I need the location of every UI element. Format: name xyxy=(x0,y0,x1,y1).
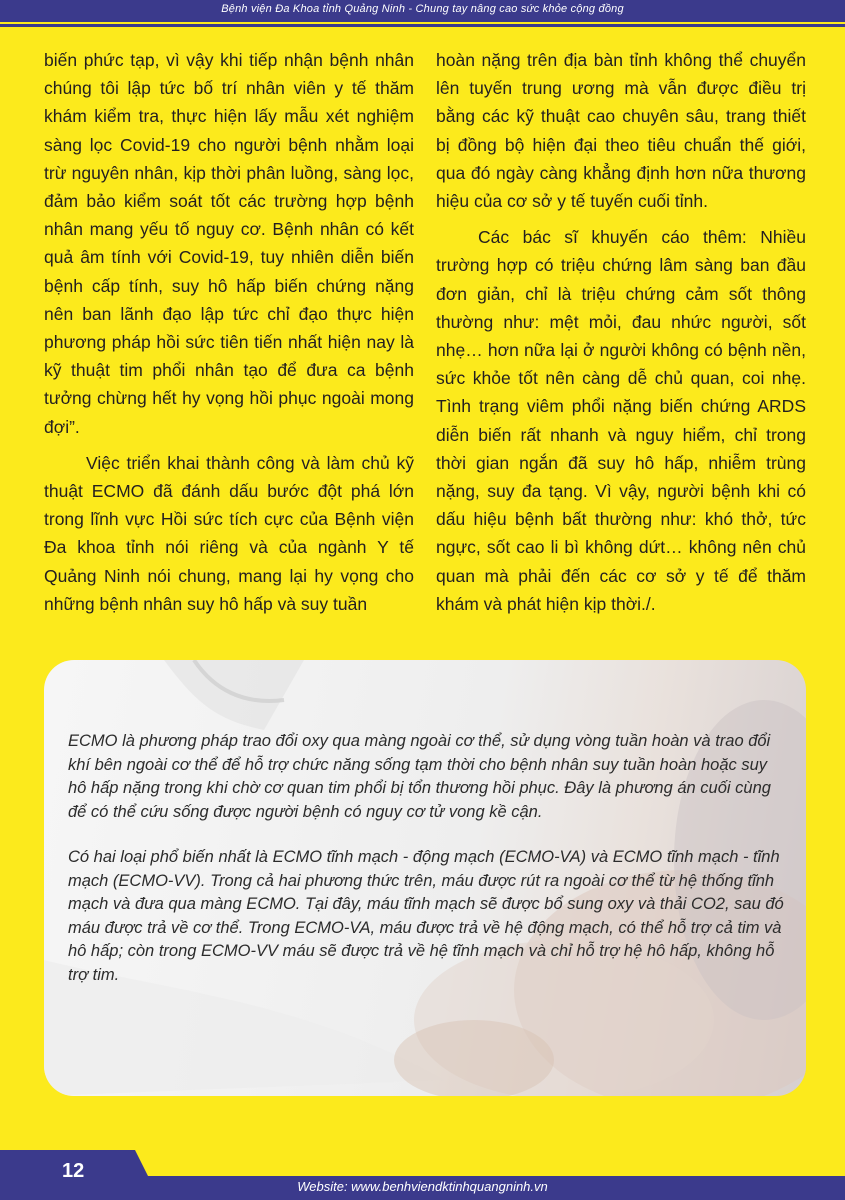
right-column xyxy=(436,46,806,618)
left-paragraph-1: biến phức tạp, vì vậy khi tiếp nhận bệnh nhân chúng tôi lập tức bố trí nhân viên y tế thăm khám kiểm tra, thực hiện lấy mẫu xét nghiệm sàng lọc Covid-19 cho người bệnh nhằm loại trừ nguyên nhân, kịp thời phân luồng, sàng lọc, đảm bảo kiểm soát tốt các trường hợp bệnh nhân mang yếu tố nguy cơ. Bệnh nhân có kết quả âm tính với Covid-19, tuy nhiên diễn biến bệnh cấp tính, suy hô hấp biến chứng nặng nên ban lãnh đạo lập tức chỉ đạo thực hiện phương pháp hồi sức tiên tiến nhất hiện nay là kỹ thuật tim phổi nhân tạo để đưa ca bệnh tưởng chừng hết hy vọng hồi phục ngoài mong đợi”. xyxy=(44,50,414,437)
info-text xyxy=(68,730,788,987)
header-title: Bệnh viện Đa Khoa tỉnh Quảng Ninh - Chung tay nâng cao sức khỏe cộng đồng xyxy=(221,3,624,15)
right-paragraph-1: hoàn nặng trên địa bàn tỉnh không thể chuyển lên tuyến trung ương mà vẫn được điều trị bằng các kỹ thuật cao chuyên sâu, trang thiết bị đồng bộ hiện đại theo tiêu chuẩn thế giới, qua đó ngày càng khẳng định hơn nữa thương hiệu của cơ sở y tế tuyến cuối tỉnh. xyxy=(436,50,806,212)
left-paragraph-2: Việc triển khai thành công và làm chủ kỹ thuật ECMO đã đánh dấu bước đột phá lớn trong lĩnh vực Hồi sức tích cực của Bệnh viện Đa khoa tỉnh nói riêng và của ngành Y tế Quảng Ninh nói chung, mang lại hy vọng cho những bệnh nhân suy hô hấp và suy tuần xyxy=(44,452,414,614)
website-link[interactable]: Website: www.benhviendktinhquangninh.vn xyxy=(297,1179,548,1194)
info-paragraph-2: Có hai loại phổ biến nhất là ECMO tĩnh mạch - động mạch (ECMO-VA) và ECMO tĩnh mạch - tĩnh mạch (ECMO-VV). Trong cả hai phương thức trên, máu được rút ra ngoài cơ thể từ hệ thống tĩnh mạch và đưa qua màng ECMO. Tại đây, máu tĩnh mạch sẽ được bổ sung oxy và thải CO2, sau đó máu được trả về cơ thể. Trong ECMO-VA, máu được trả về hệ động mạch, có thể hỗ trợ cả tim và hô hấp; còn trong ECMO-VV máu sẽ được trả về hệ tĩnh mạch và chỉ hỗ trợ hệ hô hấp, không hỗ trợ tim. xyxy=(68,848,784,984)
page-number: 12 xyxy=(62,1160,85,1182)
info-paragraph-1: ECMO là phương pháp trao đổi oxy qua màng ngoài cơ thể, sử dụng vòng tuần hoàn và trao đổi khí bên ngoài cơ thể để hỗ trợ chức năng sống tạm thời cho bệnh nhân suy tuần hoàn hoặc suy hô hấp nặng trong khi chờ cơ quan tim phổi bị tổn thương hồi phục. Đây là phương án cuối cùng để có thể cứu sống được người bệnh có nguy cơ tử vong kề cận. xyxy=(68,732,771,821)
left-column xyxy=(44,46,414,618)
header-divider xyxy=(0,24,845,27)
right-paragraph-2: Các bác sĩ khuyến cáo thêm: Nhiều trường hợp có triệu chứng lâm sàng ban đầu đơn giản, chỉ là triệu chứng cảm sốt thông thường như: mệt mỏi, đau nhức người, sốt nhẹ… hơn nữa lại ở người không có bệnh nền, sức khỏe tốt nên càng dễ chủ quan, coi nhẹ. Tình trạng viêm phổi nặng biến chứng ARDS diễn biến rất nhanh và nguy hiểm, chỉ trong thời gian ngắn đã suy hô hấp, nhiễm trùng nặng, suy đa tạng. Vì vậy, người bệnh khi có dấu hiệu bệnh bất thường như: khó thở, tức ngực, sốt cao li bì không dứt… không nên chủ quan mà phải đến các cơ sở y tế để thăm khám và phát hiện kịp thời./. xyxy=(436,227,806,614)
ecmo-info-box xyxy=(44,660,806,1096)
